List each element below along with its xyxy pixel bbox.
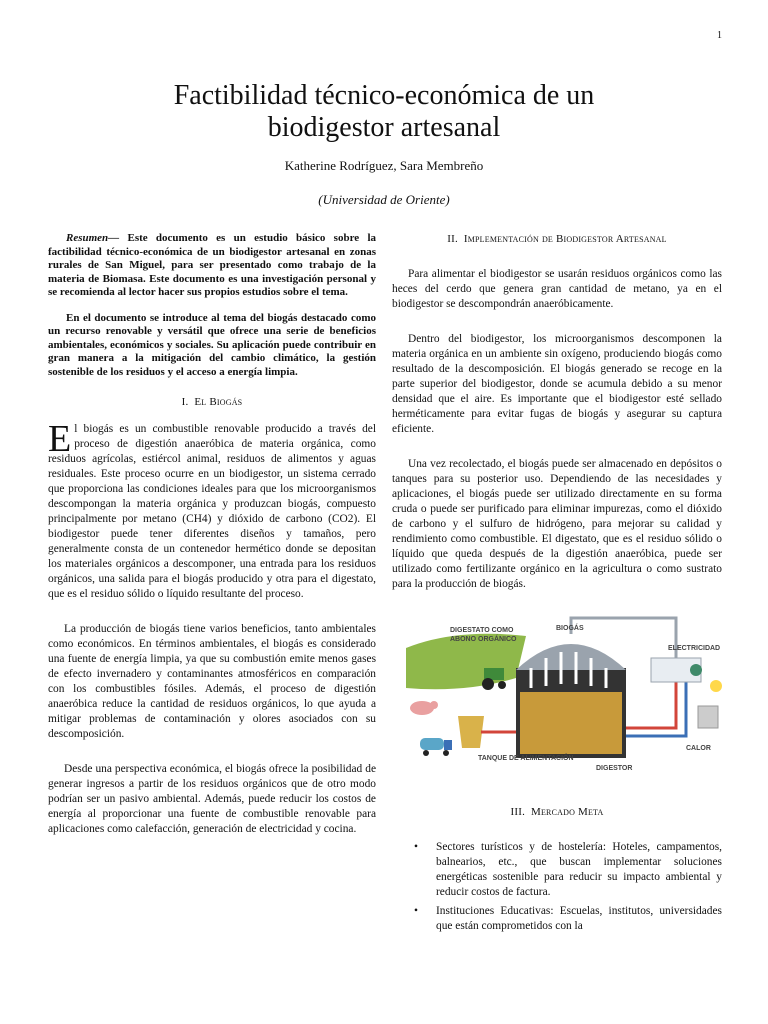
title-line-1: Factibilidad técnico-económica de un	[173, 80, 595, 111]
list-item	[392, 840, 722, 900]
drop-cap: E	[48, 418, 72, 460]
bullet-icon: •	[414, 841, 418, 853]
section-3-title: Mercado Meta	[530, 806, 604, 818]
title-line-2: biodigestor artesanal	[267, 112, 501, 143]
generator-icon	[651, 658, 702, 682]
section-1-paragraph-1	[48, 418, 376, 602]
abstract-label: Resumen—	[66, 232, 120, 244]
section-1-paragraph-3: Desde una perspectiva económica, el biogás ofrece la posibilidad de generar ingresos a partir de los residuos orgánicos que de otro modo podrían ser un pasivo ambiental. Además, puede reducir los costos de energía al proporcionar una fuente de combustible renovable para aplicaciones como calefacción, generación de electricidad y cocina.	[48, 763, 376, 835]
page-number: 1	[717, 30, 722, 41]
section-2-heading	[392, 232, 722, 247]
section-2-number: II.	[447, 233, 458, 245]
tractor-icon	[482, 668, 506, 690]
abstract-paragraph-2: En el documento se introduce al tema del biogás destacado como un recurso renovable y versátil que ofrece una serie de beneficios ambientales, económicos y sociales. Su aplicación puede contribuir en gran manera a la mitigación del cambio climático, la gestión sostenible de los residuos y el acceso a energía limpia.	[48, 311, 376, 378]
left-column	[48, 232, 376, 837]
section-2-paragraph-1: Para alimentar el biodigestor se usarán residuos orgánicos como las heces del cerdo que genera gran cantidad de metano, ya en el biodigestor se descompondrán anaeróbicamente.	[392, 268, 722, 310]
abstract-text: Este documento es un estudio básico sobre la factibilidad técnico-económica de un biodigestor artesanal en zonas rurales de San Miguel, para ser presentado como trabajo de la materia de Biomasa. Este documento es una investigación personal y se recomienda al lector hacer sus propios estudios sobre el tema.	[48, 232, 376, 298]
section-2-paragraph-2: Dentro del biodigestor, los microorganismos descomponen la materia orgánica en un ambiente sin oxígeno, produciendo biogás como resultado de la descomposición. El biogás generado se recoge en la parte superior del biodigestor, donde se acumula debido a su menor densidad que el aire. Es importante que el biodigestor esté sellado herméticamente para evitar fugas de biogás y asegurar su captura eficiente.	[392, 333, 722, 435]
affiliation: (Universidad de Oriente)	[318, 192, 450, 207]
right-column	[392, 232, 722, 938]
section-2-title: Implementación de Biodigestor Artesanal	[463, 233, 667, 245]
light-bulb-icon	[710, 680, 722, 692]
section-1-paragraph-2: La producción de biogás tiene varios beneficios, tanto ambientales como económicos. En términos ambientales, el biogás es considerado una fuente de energía limpia, ya que su combustión emite menos gases de efecto invernadero y contaminantes atmosféricos en comparación con los combustibles fósiles. Además, el proceso de digestión anaeróbica reduce la cantidad de residuos orgánicos, lo que ayuda a mitigar problemas de contaminación y olores asociados con su descomposición.	[48, 623, 376, 740]
bullet-icon: •	[414, 905, 418, 917]
label-digestato-1: DIGESTATO COMO	[450, 627, 514, 634]
target-market-list	[392, 840, 722, 934]
list-item-text: Instituciones Educativas: Escuelas, institutos, universidades que están comprometidos con la	[436, 905, 722, 932]
section-1-paragraph-1-text: l biogás es un combustible renovable producido a través del proceso de digestión anaeróbica de materia orgánica, como residuos agrícolas, estiércol animal, residuos de alimentos y aguas residuales. Este proceso ocurre en un biodigestor, un sistema cerrado que proporciona las condiciones ideales para que los microorganismos descompongan la materia orgánica y produzcan biogás, compuesto principalmente por metano (CH4) y dióxido de carbono (CO2). El biodigestor puede tener diferentes diseños y tamaños, pero generalmente consta de un contenedor hermético donde se depositan los materiales orgánicos a descomponer, una entrada para los residuos orgánicos, una salida para el biogás producido y otra para el digestato, que es el residuo sólido o líquido resultante del proceso.	[48, 423, 376, 600]
digester-icon	[516, 644, 626, 758]
label-tanque: TANQUE DE ALIMENTACIÓN	[478, 755, 574, 762]
authors: Katherine Rodríguez, Sara Membreño	[284, 158, 484, 173]
list-item	[392, 904, 722, 934]
paper-title	[0, 80, 768, 144]
section-1-title: El Biogás	[194, 396, 243, 408]
list-item-text: Sectores turísticos y de hostelería: Hoteles, campamentos, balnearios, etc., que buscan implementar soluciones energéticas sostenible para reducir su impacto ambiental y reducir costos de factura.	[436, 841, 722, 898]
label-calor: CALOR	[686, 745, 711, 752]
section-1-number: I.	[181, 396, 189, 408]
section-3-heading	[392, 805, 722, 820]
section-2-paragraph-3: Una vez recolectado, el biogás puede ser almacenado en depósitos o tanques para su posterior uso. Dependiendo de las necesidades y aplicaciones, el biogás puede ser utilizado directamente en su forma cruda o puede ser purificado para eliminar impurezas, como el dióxido de carbono y el sulfuro de hidrógeno, para mejorar su calidad y rendimiento como combustible. El digestato, que es el residuo sólido o líquido que queda después de la digestión anaeróbica, puede ser utilizado como fertilizante orgánico en la agricultura o como sustrato para la producción de biogás.	[392, 458, 722, 590]
abstract	[48, 232, 376, 300]
feeding-tank-icon	[458, 716, 484, 748]
section-1-heading	[48, 395, 376, 410]
label-digestato-2: ABONO ORGÁNICO	[450, 636, 517, 643]
label-biogas: BIOGÁS	[556, 625, 584, 632]
radiator-icon	[698, 706, 718, 728]
section-3-number: III.	[510, 806, 526, 818]
label-electricidad: ELECTRICIDAD	[668, 645, 721, 652]
biodigester-diagram	[406, 608, 734, 784]
truck-icon	[420, 738, 452, 756]
pig-icon	[410, 701, 438, 715]
label-digestor: DIGESTOR	[596, 765, 633, 772]
